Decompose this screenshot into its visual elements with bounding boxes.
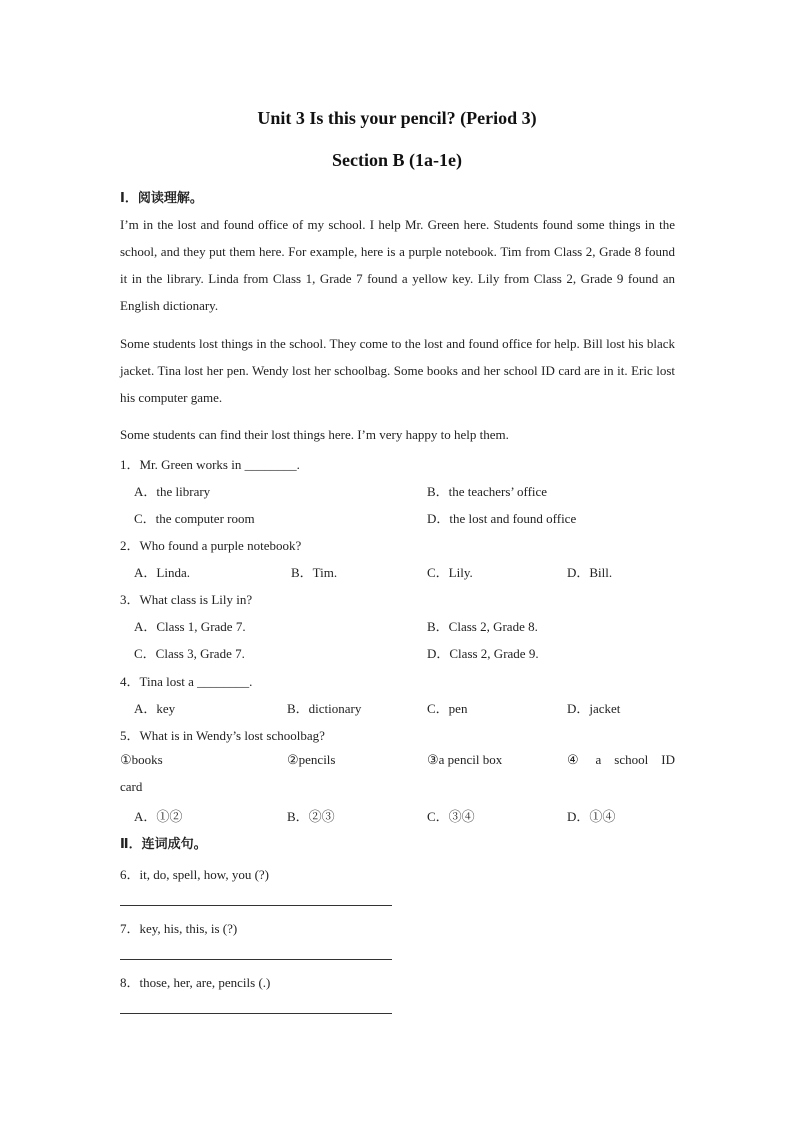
passage-paragraph-2: Some students lost things in the school. They come to the lost and found office for help. Bill lost his black jacket. Tina lost her pen. Wendy lost her schoolbag. Some books and her school ID card are in it. Eric lost his computer game. <box>120 336 675 405</box>
question-5-item-2: ②pencils <box>287 752 336 767</box>
question-3-option-b[interactable]: B．Class 2, Grade 8. <box>427 619 538 634</box>
question-2-option-c[interactable]: C．Lily. <box>427 565 473 580</box>
passage-paragraph-1: I’m in the lost and found office of my school. I help Mr. Green here. Students found some things in the school, and they put them here. For example, here is a purple notebook. Tim from Class 2, Grade 8 found it in the library. Linda from Class 1, Grade 7 found a yellow key. Lily from Class 2, Grade 9 found an English dictionary. <box>120 217 675 313</box>
question-3-option-c[interactable]: C．Class 3, Grade 7. <box>134 646 245 661</box>
section-reading-heading: Ⅰ．阅读理解。 <box>120 191 203 206</box>
question-2-option-b[interactable]: B．Tim. <box>291 565 338 580</box>
question-2-option-d[interactable]: D．Bill. <box>567 565 613 580</box>
sentence-7-answer-line[interactable] <box>120 959 392 960</box>
question-5-option-a[interactable]: A．①② <box>134 809 183 824</box>
question-2-stem: 2．Who found a purple notebook? <box>120 538 302 553</box>
passage-paragraph-3: Some students can find their lost things here. I’m very happy to help them. <box>120 427 509 442</box>
question-5-item-1: ①books <box>120 752 163 767</box>
sentence-8-prompt: 8．those, her, are, pencils (.) <box>120 975 271 990</box>
sentence-8-answer-line[interactable] <box>120 1013 392 1014</box>
question-4-option-c[interactable]: C．pen <box>427 701 468 716</box>
question-5-option-c[interactable]: C．③④ <box>427 809 475 824</box>
question-3-stem: 3．What class is Lily in? <box>120 592 253 607</box>
question-5-item-3: ③a pencil box <box>427 752 503 767</box>
question-4-option-a[interactable]: A．key <box>134 701 176 716</box>
question-5-option-d[interactable]: D．①④ <box>567 809 616 824</box>
question-2-option-a[interactable]: A．Linda. <box>134 565 190 580</box>
worksheet-title: Unit 3 Is this your pencil? (Period 3) <box>257 108 537 128</box>
question-4-stem: 4．Tina lost a ________. <box>120 674 253 689</box>
question-1-option-c[interactable]: C．the computer room <box>134 511 255 526</box>
question-3-option-a[interactable]: A．Class 1, Grade 7. <box>134 619 246 634</box>
question-3-option-d[interactable]: D．Class 2, Grade 9. <box>427 646 539 661</box>
question-5-item-4: ④ a school ID <box>567 752 675 767</box>
sentence-6-prompt: 6．it, do, spell, how, you (?) <box>120 867 269 882</box>
question-5-item-4-wrap: card <box>120 779 143 794</box>
question-5-option-b[interactable]: B．②③ <box>287 809 335 824</box>
question-1-option-a[interactable]: A．the library <box>134 484 211 499</box>
question-1-stem: 1．Mr. Green works in ________. <box>120 457 300 472</box>
sentence-7-prompt: 7．key, his, this, is (?) <box>120 921 238 936</box>
worksheet-subtitle: Section B (1a-1e) <box>332 150 462 170</box>
question-1-option-d[interactable]: D．the lost and found office <box>427 511 577 526</box>
section-sentence-heading: Ⅱ．连词成句。 <box>120 837 207 852</box>
question-5-stem: 5．What is in Wendy’s lost schoolbag? <box>120 728 325 743</box>
sentence-6-answer-line[interactable] <box>120 905 392 906</box>
question-1-option-b[interactable]: B．the teachers’ office <box>427 484 548 499</box>
question-4-option-d[interactable]: D．jacket <box>567 701 621 716</box>
question-4-option-b[interactable]: B．dictionary <box>287 701 362 716</box>
